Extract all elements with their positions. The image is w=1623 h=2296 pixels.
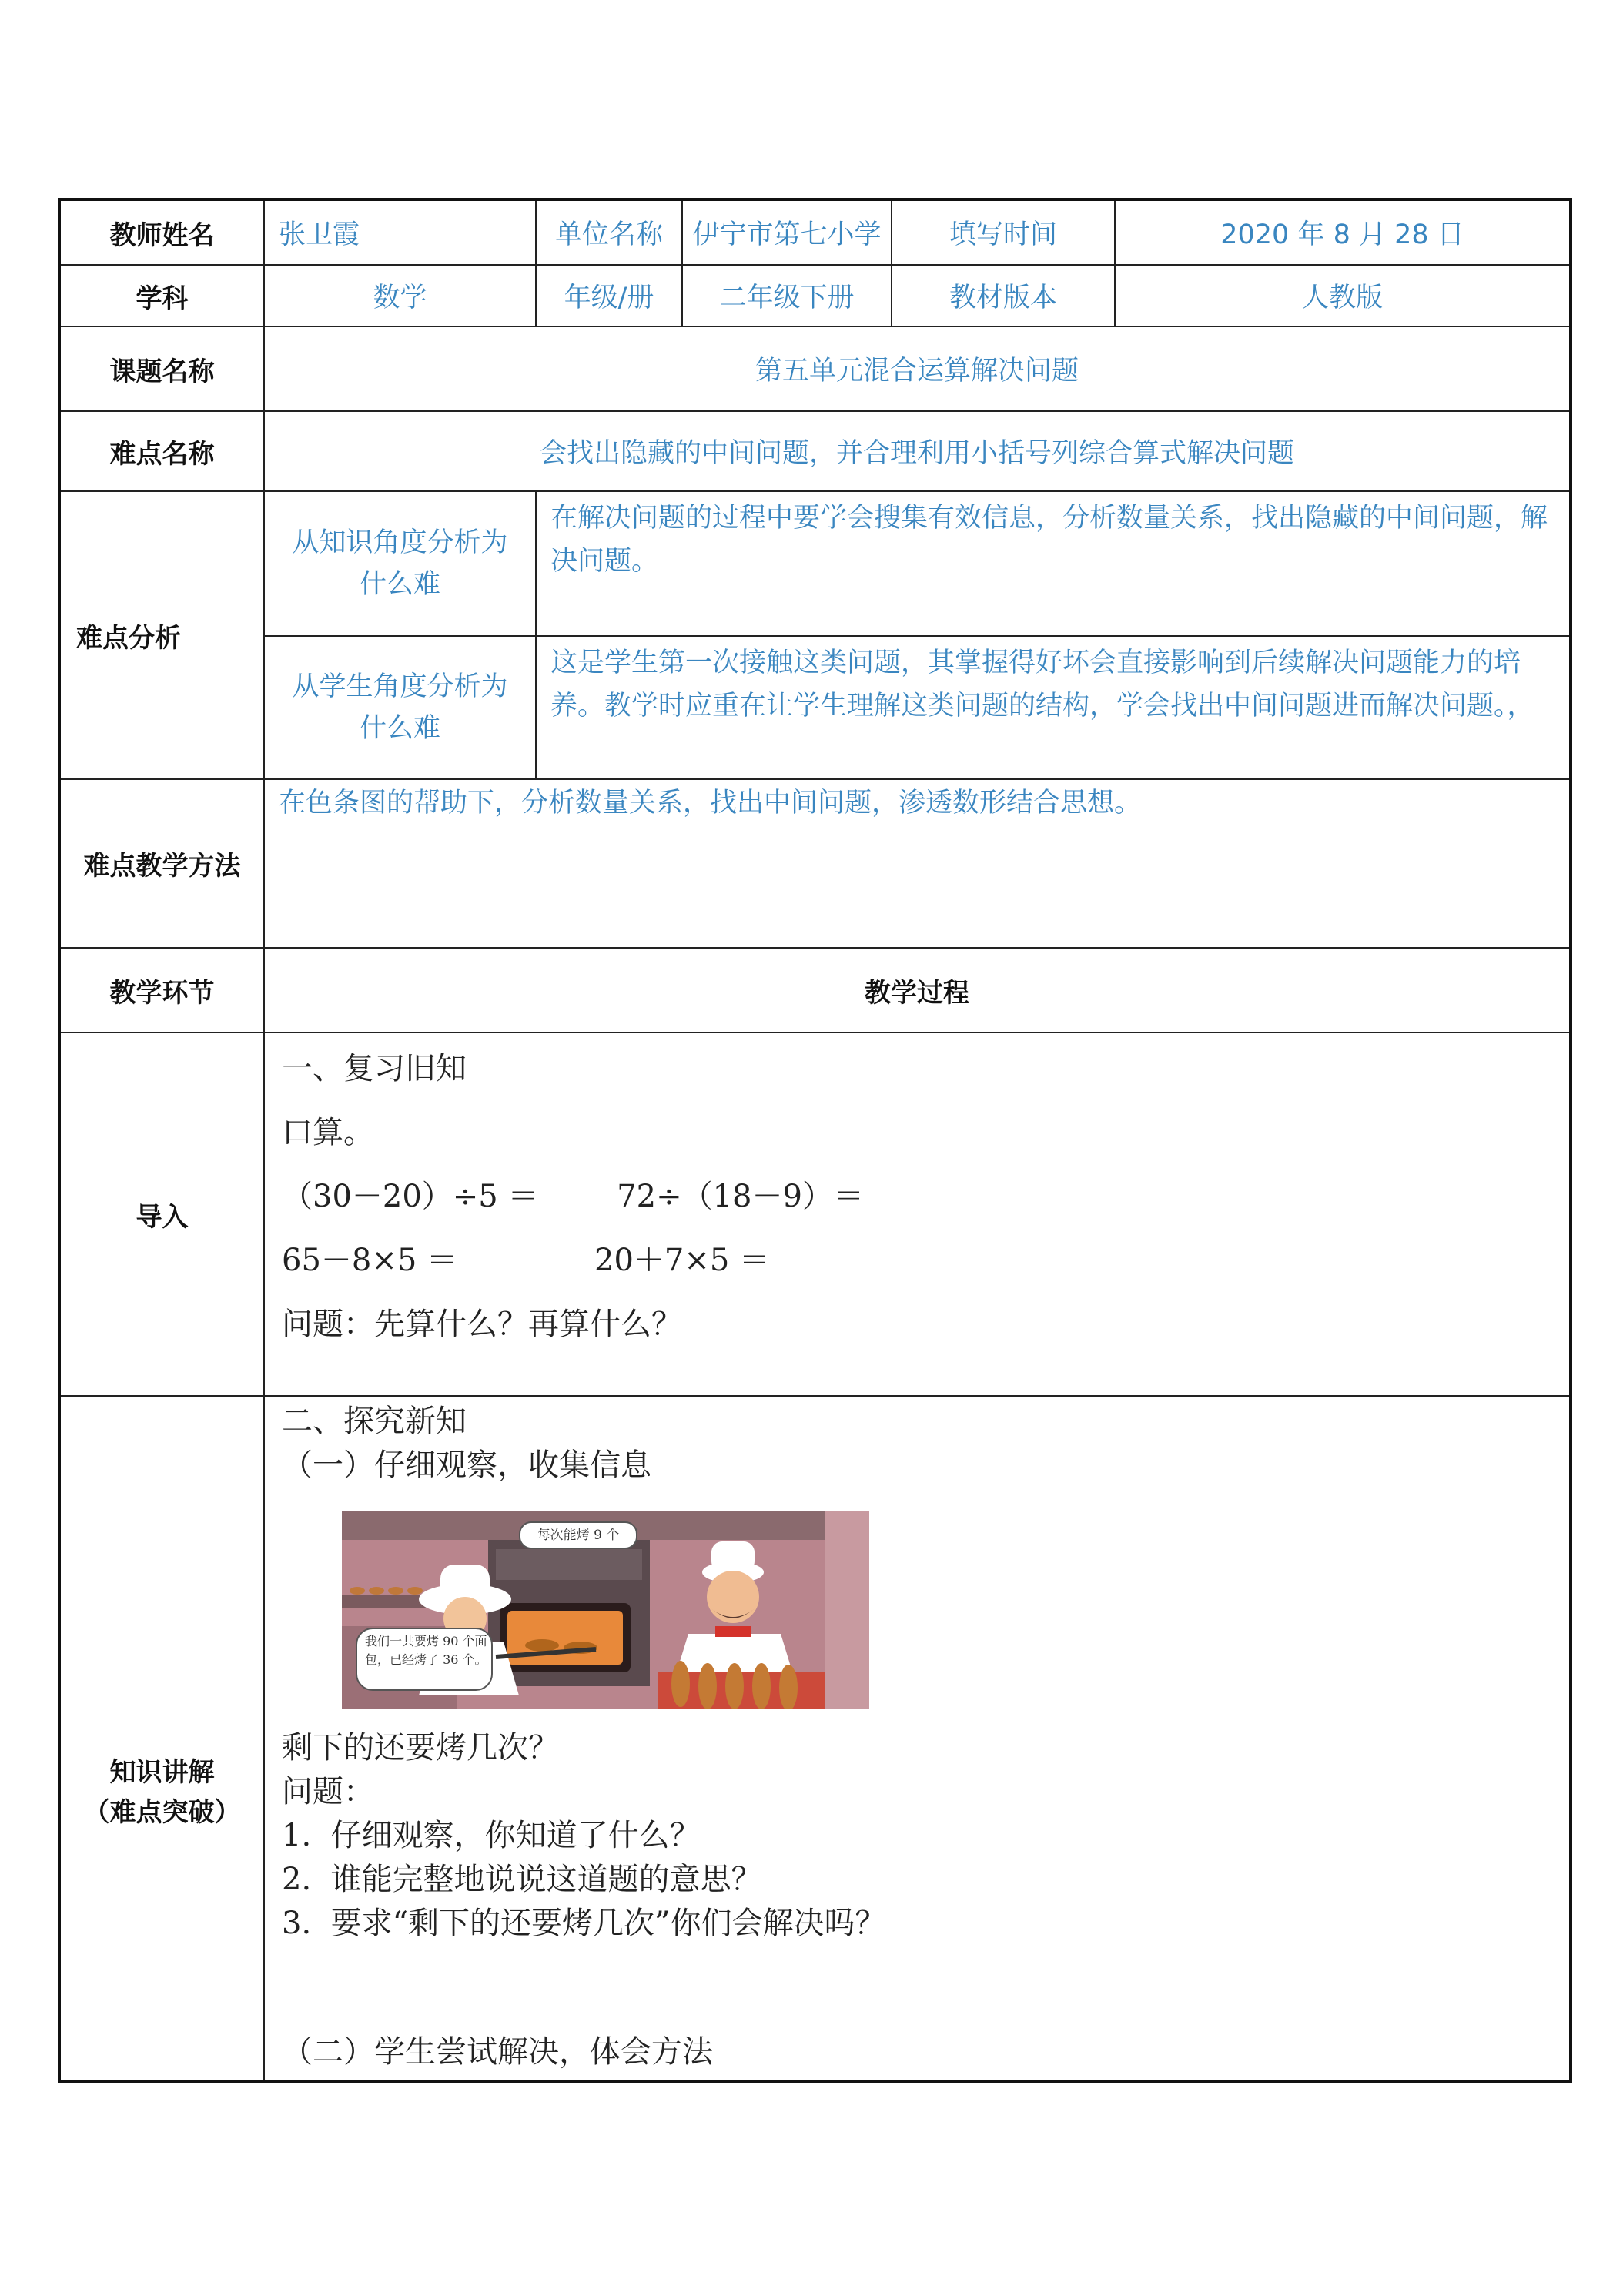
intro-line-5: 问题：先算什么？再算什么？ (282, 1307, 682, 1342)
unit-name: 伊宁市第七小学 (682, 199, 892, 265)
intro-line-2: 口算。 (282, 1115, 374, 1150)
explain-label-2: （难点突破） (83, 1796, 241, 1828)
difficulty-row (59, 411, 1571, 491)
date-value: 2020 年 8 月 28 日 (1115, 199, 1571, 265)
topic-row (59, 326, 1571, 411)
explain-item-1: 1. 仔细观察，你知道了什么？ (282, 1818, 701, 1853)
explain-heading: 二、探究新知 (282, 1404, 467, 1439)
header-row-2 (59, 265, 1571, 326)
grade-label: 年级/册 (536, 265, 682, 326)
method-label: 难点教学方法 (59, 779, 264, 948)
speech-bubble-small: 每次能烤 9 个 (519, 1521, 637, 1549)
explain-item-3: 3. 要求“剩下的还要烤几次”你们会解决吗？ (282, 1906, 886, 1941)
intro-row (59, 1033, 1571, 1396)
intro-label: 导入 (59, 1033, 264, 1396)
bakery-illustration (342, 1511, 869, 1709)
unit-label: 单位名称 (536, 199, 682, 265)
intro-line-4: 65－8×5 ＝ 20＋7×5 ＝ (282, 1243, 771, 1278)
subject-label: 学科 (59, 265, 264, 326)
explain-row (59, 1396, 1571, 2081)
intro-line-3: （30－20）÷5 ＝ 72÷（18－9）＝ (282, 1179, 864, 1214)
student-angle-label: 从学生角度分析为什么难 (264, 636, 536, 779)
difficulty-label: 难点名称 (59, 411, 264, 491)
intro-line-1: 一、复习旧知 (282, 1051, 467, 1086)
topic-value: 第五单元混合运算解决问题 (264, 326, 1571, 411)
edition-value: 人教版 (1115, 265, 1571, 326)
student-angle-text: 这是学生第一次接触这类问题，其掌握得好坏会直接影响到后续解决问题能力的培养。教学时应重在让学生理解这类问题的结构，学会找出中间问题进而解决问题。， (536, 636, 1571, 779)
header-row-1 (59, 199, 1571, 265)
intro-content (264, 1033, 1571, 1396)
explain-question: 剩下的还要烤几次？ (282, 1730, 559, 1766)
analysis-row-knowledge (59, 491, 1571, 636)
lesson-plan-table (58, 198, 1572, 2083)
explain-label-1: 知识讲解 (109, 1756, 215, 1788)
stage-label: 教学环节 (59, 948, 264, 1033)
subject-value: 数学 (264, 265, 536, 326)
analysis-row-student (59, 636, 1571, 779)
edition-label: 教材版本 (892, 265, 1115, 326)
knowledge-angle-label: 从知识角度分析为什么难 (264, 491, 536, 636)
topic-label: 课题名称 (59, 326, 264, 411)
speech-bubble-big: 我们一共要烤 90 个面包，已经烤了 36 个。 (356, 1628, 493, 1691)
method-row (59, 779, 1571, 948)
explain-sub2: （二）学生尝试解决，体会方法 (282, 2034, 713, 2070)
explain-q-label: 问题： (282, 1774, 374, 1809)
date-label: 填写时间 (892, 199, 1115, 265)
knowledge-angle-text: 在解决问题的过程中要学会搜集有效信息，分析数量关系，找出隐藏的中间问题，解决问题。 (536, 491, 1571, 636)
teacher-name: 张卫霞 (264, 199, 536, 265)
explain-item-2: 2. 谁能完整地说说这道题的意思？ (282, 1862, 762, 1897)
process-header-row (59, 948, 1571, 1033)
explain-sub1: （一）仔细观察，收集信息 (282, 1448, 651, 1483)
teacher-label: 教师姓名 (59, 199, 264, 265)
method-value: 在色条图的帮助下，分析数量关系，找出中间问题，渗透数形结合思想。 (264, 779, 1571, 948)
explain-label (59, 1396, 264, 2081)
difficulty-value: 会找出隐藏的中间问题，并合理利用小括号列综合算式解决问题 (264, 411, 1571, 491)
analysis-label: 难点分析 (59, 491, 264, 779)
explain-content (264, 1396, 1571, 2081)
process-label: 教学过程 (264, 948, 1571, 1033)
grade-value: 二年级下册 (682, 265, 892, 326)
